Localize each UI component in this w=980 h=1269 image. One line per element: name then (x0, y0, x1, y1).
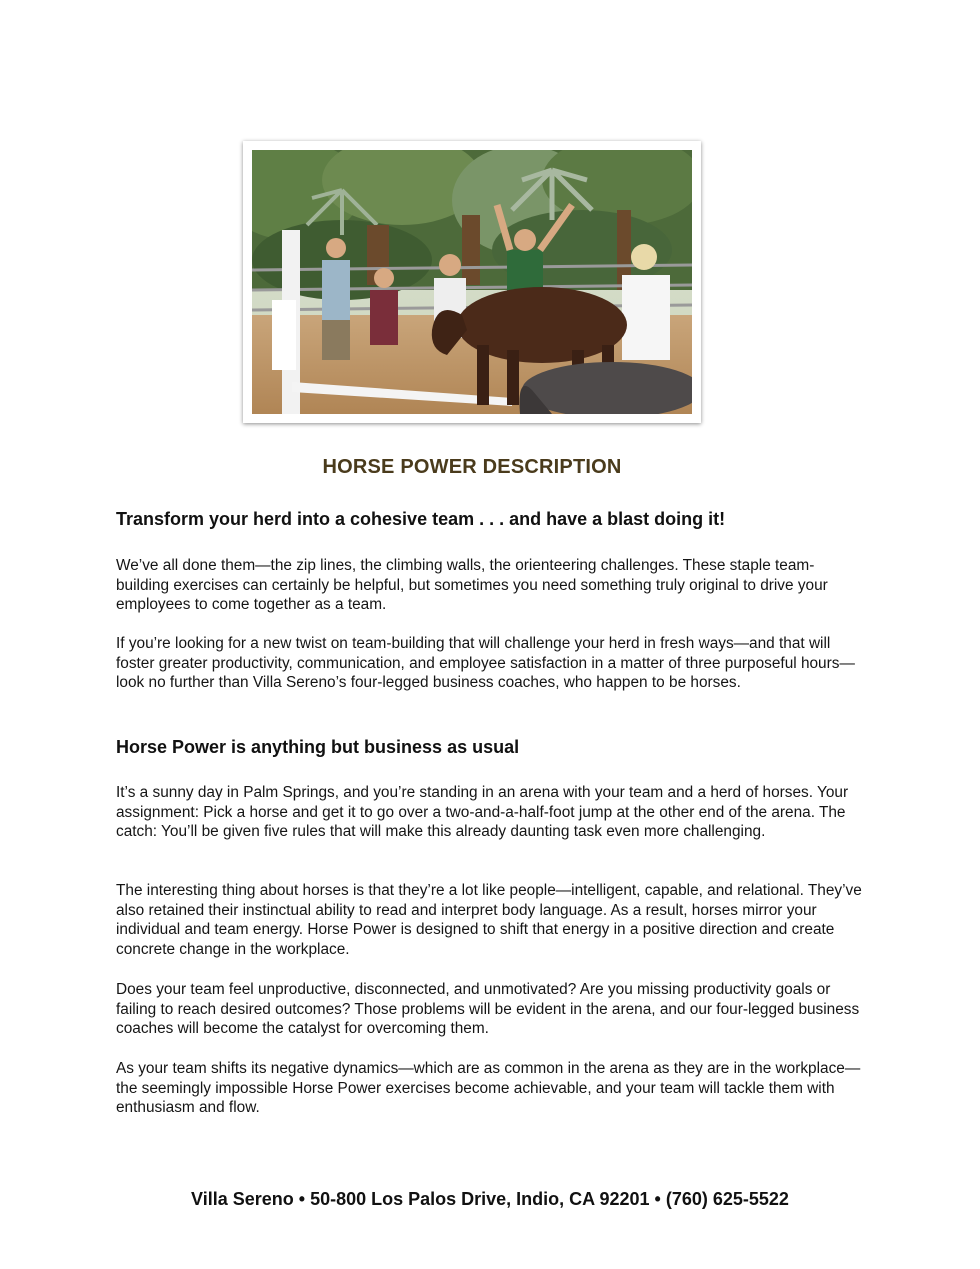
paragraph-sunny-day: It’s a sunny day in Palm Springs, and you’re standing in an arena with your team and a herd of horses. Your assignment: Pick a horse and get it to go over a two-and-a-half-foot jump at the other end of the arena. The catch: You’ll be given five rules that will make this already daunting task even more challenging. (116, 784, 849, 841)
team-horse-photo (252, 150, 692, 414)
document-title: HORSE POWER DESCRIPTION (322, 456, 622, 478)
paragraph-twist: If you’re looking for a new twist on team-building that will challenge your herd in fresh ways—and that will foster greater productivity, communication, and employee satisfaction in a matter of three purposeful hours—look no further than Villa Sereno’s four-legged business coaches, who happen to be horses. (116, 635, 855, 692)
paragraph-team-problems: Does your team feel unproductive, disconnected, and unmotivated? Are you missing productivity goals or failing to reach desired outcomes? Those problems will be evident in the arena, and our four-legged business coaches will become the catalyst for overcoming them. (116, 981, 860, 1038)
paragraph-team-shifts: As your team shifts its negative dynamics—which are as common in the arena as they are in the workplace—the seemingly impossible Horse Power exercises become achievable, and your team will tackle them with enthusiasm and flow. (116, 1060, 861, 1117)
section-heading-horse-power: Horse Power is anything but business as usual (116, 737, 520, 757)
paragraph-intro: We’ve all done them—the zip lines, the climbing walls, the orienteering challenges. These staple team-building exercises can certainly be helpful, but sometimes you need something truly original to drive your employees to come together as a team. (116, 557, 828, 614)
team-photo-frame (243, 141, 701, 423)
footer-contact: Villa Sereno • 50-800 Los Palos Drive, Indio, CA 92201 • (760) 625-5522 (191, 1189, 789, 1209)
paragraph-horses-like-people: The interesting thing about horses is that they’re a lot like people—intelligent, capable, and relational. They’ve also retained their instinctual ability to read and interpret body language. As a result, horses mirror your individual and team energy. Horse Power is designed to shift that energy in a positive direction and create concrete change in the workplace. (116, 882, 862, 958)
section-heading-transform: Transform your herd into a cohesive team . . . and have a blast doing it! (116, 509, 726, 529)
